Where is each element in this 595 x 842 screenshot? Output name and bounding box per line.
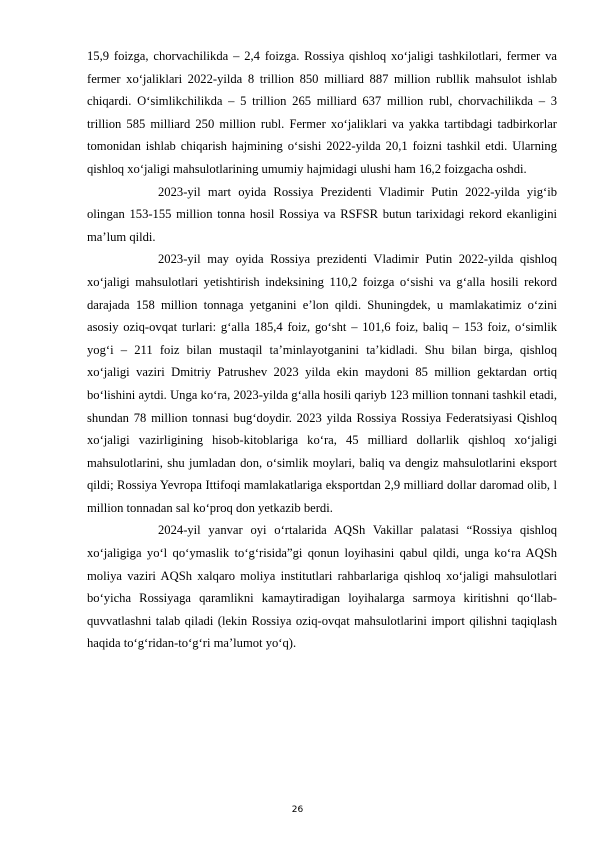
- paragraph-continuation: 15,9 foizga, chorvachilikda – 2,4 foizga. Rossiya qishloq xo‘jaligi tashkilotlari, fermer va fermer xo‘jaliklari 2022-yilda 8 trillion 850 milliard 887 million rubllik mahsulot ishlab chiqardi. O‘simlikchilikda – 5 trillion 265 milliard 637 million rubl, chorvachilikda – 3 trillion 585 milliard 250 million rubl. Fermer xo‘jaliklari va yakka tartibdagi tadbirkorlar tomonidan ishlab chiqarish hajmining o‘sishi 2022-yilda 20,1 foizni tashkil etdi. Ularning qishloq xo‘jaligi mahsulotlarining umumiy hajmidagi ulushi ham 16,2 foizgacha oshdi.: [87, 49, 557, 176]
- document-body: [87, 45, 557, 655]
- paragraph-putin-may-2023: 2023-yil may oyida Rossiya prezidenti Vladimir Putin 2022-yilda qishloq xo‘jaligi mahsulotlari yetishtirish indeksining 110,2 foizga o‘sishi va g‘alla hosili rekord darajada 158 million tonnaga yetganini e’lon qildi. Shuningdek, u mamlakatimiz o‘zini asosiy oziq-ovqat turlari: g‘alla 185,4 foiz, go‘sht – 101,6 foiz, baliq – 153 foiz, o‘simlik yog‘i – 211 foiz bilan mustaqil ta’minlayotganini ta’kidladi. Shu bilan birga, qishloq xo‘jaligi vaziri Dmitriy Patrushev 2023 yilda ekin maydoni 85 million gektardan ortiq bo‘lishini aytdi. Unga ko‘ra, 2023-yilda g‘alla hosili qariyb 123 million tonnani tashkil etadi, shundan 78 million tonnasi bug‘doydir. 2023 yilda Rossiya Rossiya Federatsiyasi Qishloq xo‘jaligi vazirligining hisob-kitoblariga ko‘ra, 45 milliard dollarlik qishloq xo‘jaligi mahsulotlarini, shu jumladan don, o‘simlik moylari, baliq va dengiz mahsulotlarini eksport qildi; Rossiya Yevropa Ittifoqi mamlakatlariga eksportdan 2,9 milliard dollar daromad olib, l million tonnadan sal ko‘proq don yetkazib berdi.: [87, 252, 557, 515]
- paragraph-us-house-2024: 2024-yil yanvar oyi o‘rtalarida AQSh Vakillar palatasi “Rossiya qishloq xo‘jaligiga yo‘l qo‘ymaslik to‘g‘risida”gi qonun loyihasini qabul qildi, unga ko‘ra AQSh moliya vaziri AQSh xalqaro moliya institutlari rahbarlariga qishloq xo‘jaligi mahsulotlari bo‘yicha Rossiyaga qaramlikni kamaytiradigan loyihalarga sarmoya kiritishni qo‘llab-quvvatlashni talab qiladi (lekin Rossiya oziq-ovqat mahsulotlarini import qilishni taqiqlash haqida to‘g‘ridan-to‘g‘ri ma’lumot yo‘q).: [87, 523, 557, 651]
- paragraph-putin-march-2023: 2023-yil mart oyida Rossiya Prezidenti Vladimir Putin 2022-yilda yig‘ib olingan 153-155 million tonna hosil Rossiya va RSFSR butun tarixidagi rekord ekanligini ma’lum qildi.: [87, 184, 557, 244]
- page-number: 26: [291, 805, 304, 815]
